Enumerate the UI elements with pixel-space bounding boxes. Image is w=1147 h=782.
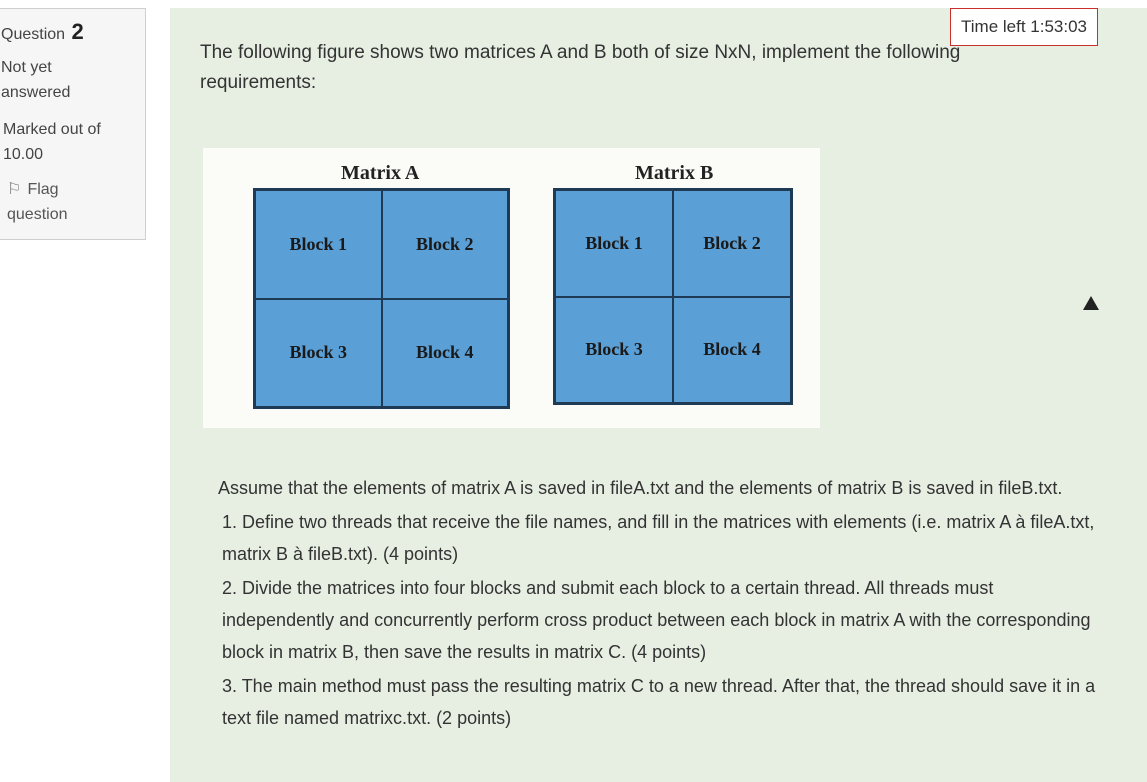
matrix-b-block-4: Block 4 — [673, 297, 791, 404]
assumption-text: Assume that the elements of matrix A is saved in fileA.txt and the elements of matrix B is saved in fileB.txt. — [218, 478, 1063, 498]
requirement-2: 2. Divide the matrices into four blocks and submit each block to a certain thread. All threads must independently and concurrently perform cross product between each block in matrix A with the corresponding block in matrix B, then save the results in matrix C. (4 points) — [222, 578, 1091, 662]
matrix-a-block-3: Block 3 — [255, 299, 382, 408]
question-body — [218, 472, 1098, 734]
flag-icon: ⚐ — [7, 181, 22, 198]
matrix-a-title: Matrix A — [341, 162, 420, 184]
time-left-indicator: Time left 1:53:03 — [950, 8, 1098, 46]
matrix-b-grid — [553, 188, 793, 405]
matrix-b-block-2: Block 2 — [673, 190, 791, 297]
flag-question-button[interactable] — [1, 177, 121, 227]
matrix-b-block-3: Block 3 — [555, 297, 673, 404]
question-number: 2 — [71, 19, 84, 44]
requirement-1: 1. Define two threads that receive the file names, and fill in the matrices with elements (i.e. matrix A à fileA.txt, matrix B à fileB.txt). (4 points) — [222, 512, 1095, 564]
matrix-b-block-1: Block 1 — [555, 190, 673, 297]
requirement-3: 3. The main method must pass the resulting matrix C to a new thread. After that, the thread should save it in a text file named matrixc.txt. (2 points) — [222, 676, 1096, 728]
question-status: Not yet answered — [1, 59, 71, 101]
question-info-panel — [0, 8, 146, 240]
matrix-figure — [203, 148, 820, 428]
flag-question-label: Flag question — [7, 181, 68, 223]
matrix-a-block-1: Block 1 — [255, 190, 382, 299]
question-marks: Marked out of 10.00 — [3, 121, 101, 163]
question-intro-text: The following figure shows two matrices A and B both of size NxN, implement the following requirements: — [200, 42, 961, 93]
matrix-a-grid — [253, 188, 510, 409]
matrix-a-block-4: Block 4 — [382, 299, 509, 408]
mouse-cursor-icon — [1083, 296, 1099, 310]
question-word: Question — [1, 26, 66, 43]
question-label — [1, 19, 145, 45]
matrix-b-title: Matrix B — [635, 162, 714, 184]
matrix-a-block-2: Block 2 — [382, 190, 509, 299]
